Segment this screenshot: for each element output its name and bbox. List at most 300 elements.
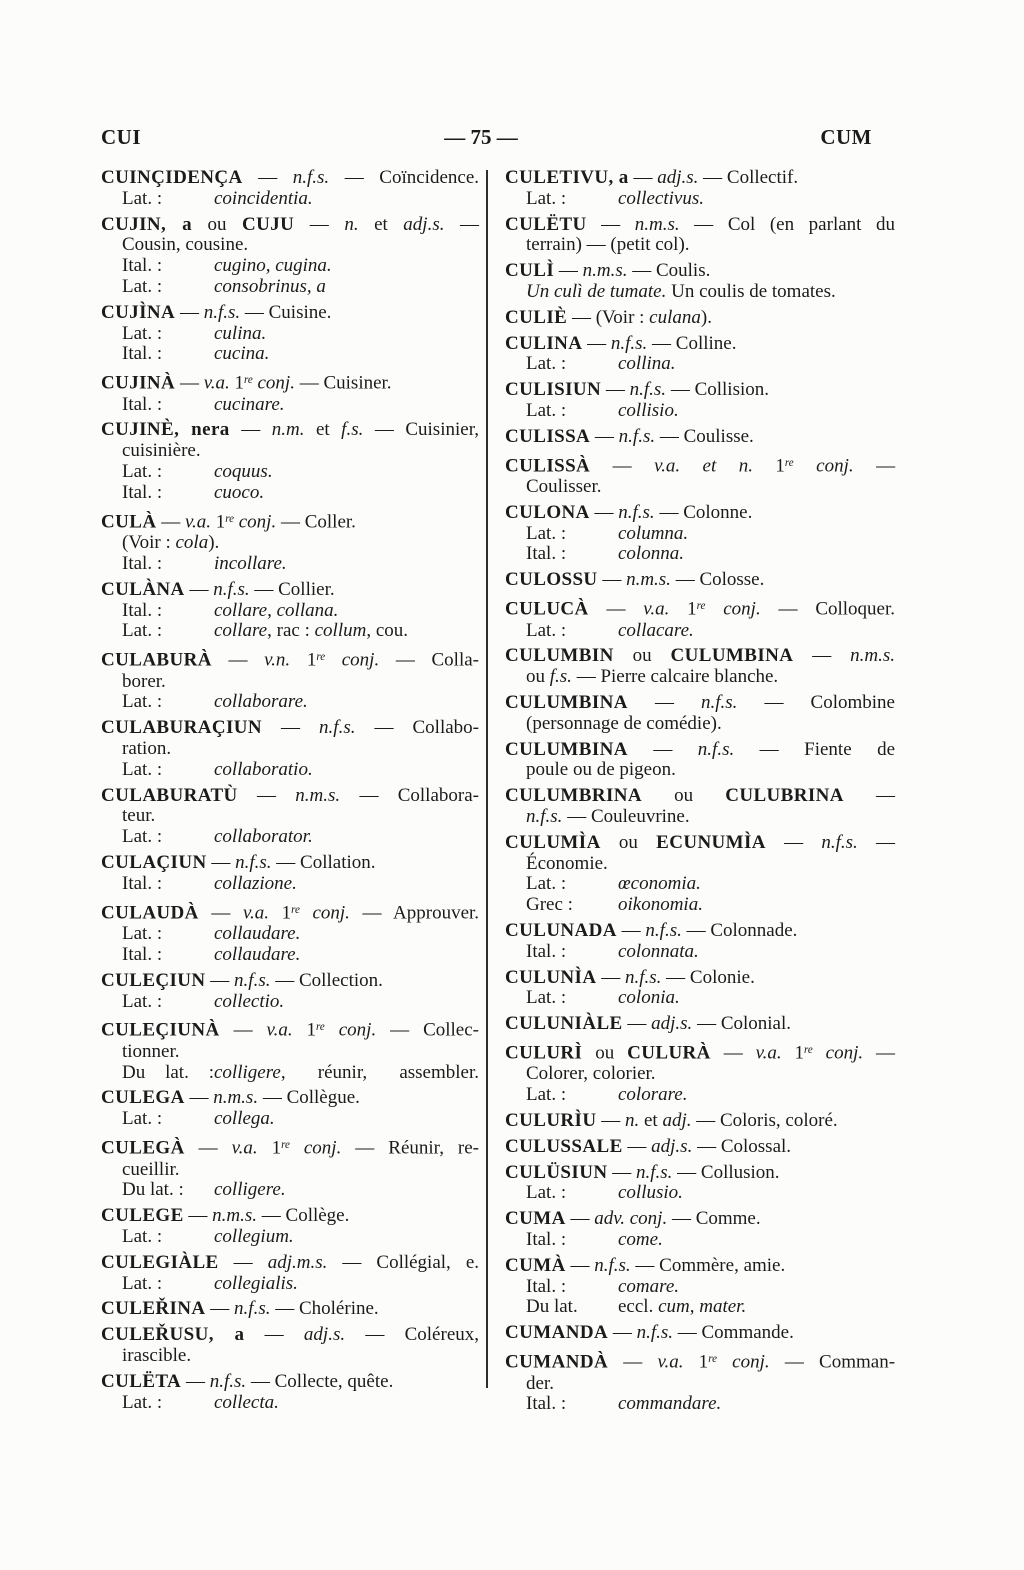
text-run: —: [198, 902, 243, 924]
entry-line: [101, 483, 479, 504]
italic-text: conj.: [732, 1351, 770, 1373]
italic-text: v.a.: [657, 1351, 684, 1373]
headword: CULURÀ: [627, 1042, 711, 1064]
entry-line: [505, 215, 895, 236]
italic-text: collegium.: [214, 1225, 294, 1247]
entry-line: [101, 621, 479, 642]
italic-text: oikonomia.: [618, 894, 703, 916]
italic-text: collusio.: [618, 1182, 683, 1204]
dictionary-entry: [101, 420, 479, 503]
text-run: , réunir, assembler.: [280, 1061, 479, 1083]
italic-text: adv. conj.: [594, 1208, 668, 1230]
text-run: —: [670, 569, 700, 591]
dictionary-entry: [101, 1206, 479, 1248]
text-run: terrain) — (petit col).: [526, 234, 690, 256]
entry-line: [101, 1299, 479, 1320]
text-run: Approuver.: [393, 902, 480, 924]
dictionary-entry: [101, 1299, 479, 1320]
text-run: Coléreux,: [404, 1324, 480, 1346]
dictionary-entry: [505, 1111, 895, 1132]
headword: ECUNUMÌA: [656, 831, 766, 853]
headword: CULÀ: [101, 511, 157, 533]
dictionary-entry: [505, 786, 895, 828]
text-run: —: [183, 1205, 213, 1227]
text-run: —: [271, 852, 301, 874]
dictionary-entry: [101, 580, 479, 642]
entry-line: [101, 924, 479, 945]
text-run: —: [710, 1042, 756, 1064]
italic-text: collina.: [618, 353, 676, 375]
dictionary-entry: [101, 303, 479, 365]
text-run: Comman-: [819, 1351, 896, 1373]
italic-text: n.f.s.: [701, 691, 738, 713]
entry-line: [101, 971, 479, 992]
text-run: —: [589, 501, 619, 523]
text-run: —: [219, 1020, 267, 1042]
text-run: Collabora-: [397, 784, 479, 806]
language-label: Lat. :: [122, 461, 163, 483]
dictionary-entry: [505, 261, 895, 303]
entry-line: [101, 462, 479, 483]
entry-line: [101, 874, 479, 895]
language-label: Ital. :: [526, 940, 567, 962]
dictionary-column-right: [505, 168, 895, 1420]
headword: CULUCÀ: [505, 598, 589, 620]
italic-text: conj.: [312, 902, 350, 924]
italic-text: culina.: [214, 322, 267, 344]
text-run: —: [627, 691, 701, 713]
headword: CUINÇIDENÇA: [101, 167, 243, 188]
entry-line: [101, 168, 479, 189]
italic-text: n.m.s.: [634, 213, 680, 235]
headword: CULUMBRINA: [505, 785, 642, 807]
italic-text: adj.s.: [303, 1324, 346, 1346]
text-run: —: [565, 1254, 595, 1276]
text-run: ou: [526, 666, 550, 688]
italic-text: adj.s.: [657, 167, 699, 188]
entry-line: [101, 1393, 479, 1414]
entry-line: [505, 1256, 895, 1277]
entry-line: [505, 308, 895, 329]
dictionary-entry: [505, 308, 895, 329]
language-label: Ital. :: [526, 1393, 567, 1415]
text-run: —: [608, 1322, 637, 1344]
headword: CULÌ: [505, 260, 555, 282]
text-run: (personnage de comédie).: [526, 712, 722, 734]
text-run: —: [444, 213, 479, 235]
headword: CULËTU: [505, 213, 587, 235]
entry-line: [101, 1253, 479, 1274]
italic-text: v.a.: [231, 1137, 258, 1159]
ordinal-superscript: re: [804, 1043, 813, 1056]
italic-text: v.a.: [755, 1042, 782, 1064]
italic-text: cola: [175, 532, 209, 554]
text-run: —: [630, 1254, 660, 1276]
headword: CULABURÀ: [101, 649, 212, 671]
entry-line: [101, 215, 479, 236]
text-run: irascible.: [122, 1344, 192, 1366]
dictionary-entry: [505, 1137, 895, 1158]
italic-text: collacare.: [618, 619, 694, 641]
entry-line: [505, 646, 895, 667]
italic-text: n.: [344, 213, 359, 235]
entry-line: [101, 509, 479, 534]
text-run: —: [341, 1137, 389, 1159]
italic-text: columna.: [618, 522, 689, 544]
italic-text: collazione.: [214, 872, 297, 894]
entry-line: [101, 344, 479, 365]
italic-text: n.m.s.: [850, 645, 895, 667]
text-run: —: [218, 1251, 268, 1273]
headword: CULONA: [505, 501, 590, 523]
language-label: Ital. :: [526, 543, 567, 565]
headword: CULABURATÙ: [101, 784, 238, 806]
text-run: Collection.: [298, 969, 383, 991]
entry-line: [101, 324, 479, 345]
headword: CULINA: [505, 332, 583, 354]
headword: CULISIUN: [505, 379, 602, 401]
dictionary-entry: [505, 693, 895, 735]
text-run: Collégial, e.: [376, 1251, 479, 1273]
language-label: Lat. :: [122, 691, 163, 713]
text-run: Collectif.: [726, 167, 799, 188]
text-run: Coulis.: [655, 260, 711, 282]
text-run: —: [340, 784, 398, 806]
headword: CUJU: [242, 213, 295, 235]
entry-line: [101, 900, 479, 925]
text-run: [325, 1020, 339, 1041]
language-label: Ital. :: [526, 1275, 567, 1297]
italic-text: v.a.: [242, 902, 269, 924]
text-run: Cholérine.: [298, 1298, 379, 1320]
dictionary-entry: [101, 1253, 479, 1295]
dictionary-entry: [101, 509, 479, 575]
text-run: —: [692, 1013, 721, 1035]
text-run: —: [175, 301, 204, 323]
language-label: Lat. :: [526, 873, 567, 895]
text-run: ou: [613, 645, 671, 667]
text-run: —: [349, 902, 394, 924]
italic-text: comare.: [618, 1275, 680, 1297]
language-label: Ital. :: [122, 943, 163, 965]
entry-line: [505, 895, 895, 916]
italic-text: colonnata.: [618, 940, 699, 962]
dictionary-entry: [101, 647, 479, 713]
headword: CULISSÀ: [505, 455, 591, 477]
headword: CULUMBINA: [505, 738, 628, 760]
language-label: Ital. :: [122, 393, 163, 415]
language-label: Lat. :: [122, 758, 163, 780]
dictionary-entry: [101, 853, 479, 895]
italic-text: Un culì de tumate.: [526, 280, 667, 302]
entry-line: [101, 1088, 479, 1109]
entry-line: [101, 395, 479, 416]
dictionary-entry: [101, 900, 479, 966]
dictionary-entry: [505, 380, 895, 422]
dictionary-entry: [505, 1163, 895, 1205]
headword: CUMANDÀ: [505, 1351, 609, 1373]
dictionary-entry: [505, 334, 895, 376]
text-run: —: [853, 455, 896, 477]
text-run: Colloquer.: [815, 598, 896, 620]
text-run: —: [760, 598, 816, 620]
headword: CULEŘUSU, a: [101, 1324, 245, 1346]
italic-text: adj.s.: [651, 1013, 693, 1035]
text-run: —: [175, 372, 204, 394]
entry-line: [505, 1209, 895, 1230]
headword: CULUMBINA: [670, 645, 794, 667]
entry-line: [505, 282, 895, 303]
text-run: Cuisinier,: [405, 419, 480, 441]
entry-line: [505, 667, 895, 688]
dictionary-entry: [505, 168, 895, 210]
text-run: — Pierre calcaire blanche.: [571, 666, 779, 688]
italic-text: mater.: [699, 1296, 747, 1318]
dictionary-entry: [101, 971, 479, 1013]
language-label: Lat. :: [122, 990, 163, 1012]
entry-line: [101, 1180, 479, 1201]
italic-text: colorare.: [618, 1084, 688, 1106]
italic-text: v.n.: [264, 649, 291, 671]
text-run: ou: [642, 785, 726, 807]
language-label: Lat. :: [122, 187, 163, 209]
headword: CULEGIÀLE: [101, 1251, 219, 1273]
language-label: Lat. :: [526, 353, 567, 375]
entry-line: [505, 1394, 895, 1415]
text-run: —: [586, 213, 635, 235]
italic-text: n.m.: [271, 419, 305, 441]
headword: CUMÀ: [505, 1254, 566, 1276]
text-run: —: [793, 645, 851, 667]
language-label: Lat. :: [122, 1272, 163, 1294]
text-run: —: [628, 167, 658, 188]
running-head-left-keyword: CUI: [101, 125, 142, 149]
text-run: tionner.: [122, 1040, 180, 1062]
language-label: Lat. :: [122, 1391, 163, 1413]
headword: CULOSSU: [505, 569, 598, 591]
text-run: [813, 1043, 826, 1064]
ordinal-superscript: re: [281, 1139, 290, 1152]
text-run: Collier.: [278, 578, 335, 600]
entry-line: [505, 833, 895, 854]
italic-text: n.m.s.: [295, 784, 341, 806]
dictionary-entry: [101, 370, 479, 415]
text-run: Colossal.: [720, 1135, 792, 1157]
italic-text: v.a.: [184, 511, 211, 533]
italic-text: v.a.: [266, 1020, 293, 1042]
italic-text: conj.: [825, 1042, 864, 1064]
text-run: Cousin, cousine.: [122, 234, 249, 256]
language-label: Lat. :: [526, 619, 567, 641]
headword: CULETIVU, a: [505, 167, 629, 188]
text-run: [290, 1138, 304, 1159]
text-run: Collabo-: [412, 717, 479, 739]
italic-text: v.a.: [203, 372, 230, 394]
text-run: et: [639, 1110, 663, 1132]
entry-line: [505, 453, 895, 478]
text-run: —: [647, 332, 676, 354]
entry-line: [101, 533, 479, 554]
entry-line: [505, 1064, 895, 1085]
entry-line: [101, 647, 479, 672]
text-run: —: [863, 1042, 896, 1064]
text-run: Fiente de: [804, 738, 896, 760]
italic-text: n.f.s.: [292, 167, 330, 188]
headword: CULURÌ: [505, 1042, 583, 1064]
text-run: [300, 902, 313, 923]
entry-line: [505, 621, 895, 642]
dictionary-entry: [101, 786, 479, 848]
text-run: Colonne.: [683, 501, 753, 523]
text-run: —: [590, 455, 655, 477]
text-run: ).: [208, 532, 220, 554]
text-run: Comme.: [695, 1208, 761, 1230]
headword: CUJIN, a: [101, 213, 193, 235]
entry-line: [101, 189, 479, 210]
headword: CULEGA: [101, 1087, 185, 1109]
text-run: Colonnade.: [710, 919, 798, 941]
text-run: ou: [192, 213, 243, 235]
entry-line: [505, 570, 895, 591]
italic-text: adj.s.: [403, 213, 445, 235]
italic-text: n.f.s.: [234, 1298, 271, 1320]
italic-text: collaudare.: [214, 923, 301, 945]
headword: CULUSSALE: [505, 1135, 623, 1157]
headword: CULÀNA: [101, 578, 185, 600]
entry-line: [101, 441, 479, 462]
entry-line: [101, 786, 479, 807]
text-run: Colosse.: [699, 569, 765, 591]
text-run: —: [329, 167, 380, 188]
entry-line: [101, 806, 479, 827]
headword: CULUMBINA: [505, 691, 628, 713]
text-run: —: [666, 379, 695, 401]
entry-line: [101, 277, 479, 298]
language-label: Ital. :: [122, 599, 163, 621]
text-run: —: [737, 691, 811, 713]
dictionary-column-left: [101, 168, 479, 1418]
entry-line: [505, 1137, 895, 1158]
text-run: —: [857, 831, 896, 853]
dictionary-entry: [101, 1372, 479, 1414]
text-run: —: [379, 649, 432, 671]
text-run: Collecte, quête.: [274, 1370, 394, 1392]
language-label: Ital. :: [122, 343, 163, 365]
entry-line: [505, 1374, 895, 1395]
text-run: ).: [700, 306, 712, 328]
text-run: Collusion.: [700, 1161, 780, 1183]
entry-line: [505, 334, 895, 355]
text-run: —: [627, 260, 656, 282]
italic-text: cucina.: [214, 343, 270, 365]
italic-text: coquus.: [214, 461, 273, 483]
text-run: —: [588, 598, 644, 620]
italic-text: n.f.s.: [635, 1161, 673, 1183]
text-run: —: [242, 167, 293, 188]
entry-line: [101, 992, 479, 1013]
italic-text: colligere.: [214, 1179, 286, 1201]
headword: CULUMÌA: [505, 831, 601, 853]
language-label: Lat. :: [122, 1225, 163, 1247]
entry-line: [101, 420, 479, 441]
ordinal-superscript: re: [316, 651, 326, 664]
italic-text: cuoco.: [214, 481, 265, 503]
entry-line: [505, 477, 895, 498]
text-run: Réunir, re-: [388, 1137, 480, 1159]
headword: CULEÇIUNÀ: [101, 1020, 220, 1042]
text-run: der.: [526, 1372, 554, 1394]
entry-line: [505, 524, 895, 545]
text-run: —: [294, 372, 324, 394]
italic-text: n.f.s.: [209, 1370, 247, 1392]
text-run: eccl.: [618, 1296, 659, 1318]
italic-text: collaudare.: [214, 943, 301, 965]
language-label: Du lat. :: [122, 1179, 184, 1201]
text-run: —: [672, 1161, 701, 1183]
italic-text: colonna.: [618, 543, 684, 565]
language-label: Lat. :: [526, 1182, 567, 1204]
text-run: —: [211, 649, 265, 671]
italic-text: cucinare.: [214, 393, 285, 415]
entry-line: [505, 1323, 895, 1344]
italic-text: cugino, cugina.: [214, 255, 332, 277]
entry-line: [101, 235, 479, 256]
text-run: Colla-: [431, 649, 479, 671]
headword: CULËTA: [101, 1370, 182, 1392]
text-run: Coller.: [304, 511, 356, 533]
italic-text: conj.: [723, 598, 761, 620]
entry-line: [101, 760, 479, 781]
headword: CULAUDÀ: [101, 902, 199, 924]
italic-text: collectivus.: [618, 187, 704, 209]
italic-text: n.: [738, 455, 753, 477]
entry-line: [505, 740, 895, 761]
italic-text: colonia.: [618, 987, 680, 1009]
text-run: —: [205, 1298, 235, 1320]
headword: CUJÌNA: [101, 301, 176, 323]
language-label: Lat. :: [526, 522, 567, 544]
italic-text: f.s.: [341, 419, 364, 441]
entry-line: [505, 760, 895, 781]
text-run: Coulisser.: [526, 476, 602, 498]
ordinal-superscript: re: [225, 512, 234, 525]
text-run: —: [692, 1135, 721, 1157]
entry-line: [505, 786, 895, 807]
text-run: —: [622, 1013, 652, 1035]
text-run: (Voir :: [122, 532, 176, 554]
dictionary-entry: [101, 1325, 479, 1367]
italic-text: n.f.s.: [213, 578, 250, 600]
language-label: Lat. :: [122, 275, 163, 297]
italic-text: adj.m.s.: [267, 1251, 328, 1273]
dictionary-entry: [505, 427, 895, 448]
text-run: 1: [257, 1137, 282, 1159]
text-run: —: [184, 1087, 214, 1109]
headword: CULEŘINA: [101, 1298, 206, 1320]
text-run: —: [184, 1137, 232, 1159]
text-run: —: [622, 1135, 652, 1157]
entry-line: [505, 401, 895, 422]
text-run: 1: [669, 598, 697, 620]
entry-line: [505, 854, 895, 875]
entry-line: [505, 874, 895, 895]
dictionary-entry: [101, 215, 479, 298]
text-run: —: [205, 969, 235, 991]
italic-text: œconomia.: [618, 873, 701, 895]
dictionary-entry: [505, 570, 895, 591]
text-run: —: [607, 1161, 636, 1183]
text-run: —: [769, 1351, 820, 1373]
